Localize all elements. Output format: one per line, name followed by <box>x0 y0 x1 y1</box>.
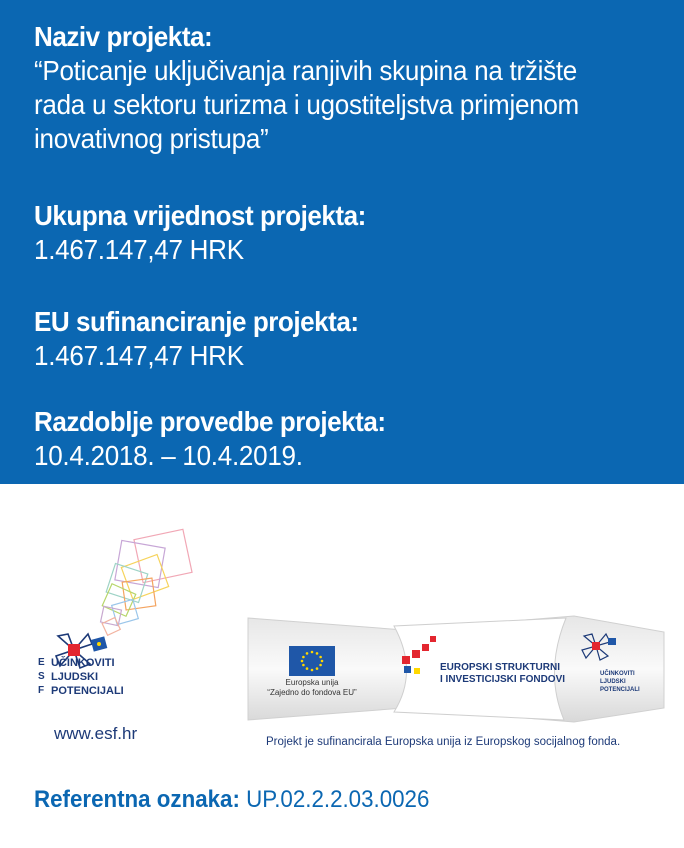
logo-area <box>0 484 684 774</box>
mini-esf-pinwheel-icon <box>580 630 620 670</box>
eu-cofinancing-label: EU sufinanciranje projekta: <box>34 306 359 337</box>
esf-tagline-line-1: UČINKOVITI <box>51 657 115 669</box>
reference-code <box>34 786 429 814</box>
total-value-label: Ukupna vrijednost projekta: <box>34 200 366 231</box>
esf-website-link[interactable]: www.esf.hr <box>54 724 138 743</box>
esf-letter-e: E <box>38 657 45 668</box>
project-name-block <box>34 20 664 156</box>
eu-caption-line-2: “Zajedno do fondova EU” <box>267 688 357 697</box>
eu-cofinancing-amount: 1.467.147,47 HRK <box>34 340 244 371</box>
eu-caption-line-1: Europska unija <box>285 678 339 687</box>
esf-tagline-line-2: LJUDSKI <box>51 671 99 683</box>
mini-esf-line-1: UČINKOVITI <box>600 671 635 677</box>
esf-tagline <box>51 656 124 698</box>
esf-letters <box>38 656 45 698</box>
eu-flag-icon <box>289 646 335 676</box>
fund-title-line-1: EUROPSKI STRUKTURNI <box>440 662 561 673</box>
reference-value: UP.02.2.2.03.0026 <box>246 786 430 813</box>
cofinancing-statement: Projekt je sufinancirala Europska unija iz Europskog socijalnog fonda. <box>266 736 621 748</box>
esf-letter-s: S <box>38 671 45 682</box>
esf-logo-icon <box>28 504 228 734</box>
eu-caption <box>264 678 360 698</box>
reference-label: Referentna oznaka: <box>34 786 240 813</box>
mini-esf-line-3: POTENCIJALI <box>600 687 640 693</box>
total-value-amount: 1.467.147,47 HRK <box>34 234 244 265</box>
esf-tagline-line-3: POTENCIJALI <box>51 685 124 697</box>
mini-esf-line-2: LJUDSKI <box>600 679 626 685</box>
mini-esf-tagline <box>600 670 640 694</box>
esf-letter-f: F <box>38 685 45 696</box>
implementation-period-label: Razdoblje provedbe projekta: <box>34 406 386 437</box>
fund-title <box>440 662 565 686</box>
project-name-value: “Poticanje uključivanja ranjivih skupina na tržište rada u sektoru turizma i ugostiteljstva primjenom inovativnog pristupa” <box>34 55 579 154</box>
eu-funding-banner <box>244 612 668 724</box>
implementation-period-block <box>34 405 664 473</box>
project-name-label: Naziv projekta: <box>34 21 213 52</box>
eu-cofinancing-block <box>34 305 664 373</box>
fund-title-line-2: I INVESTICIJSKI FONDOVI <box>440 674 566 685</box>
total-value-block <box>34 199 664 267</box>
implementation-period-value: 10.4.2018. – 10.4.2019. <box>34 440 303 471</box>
